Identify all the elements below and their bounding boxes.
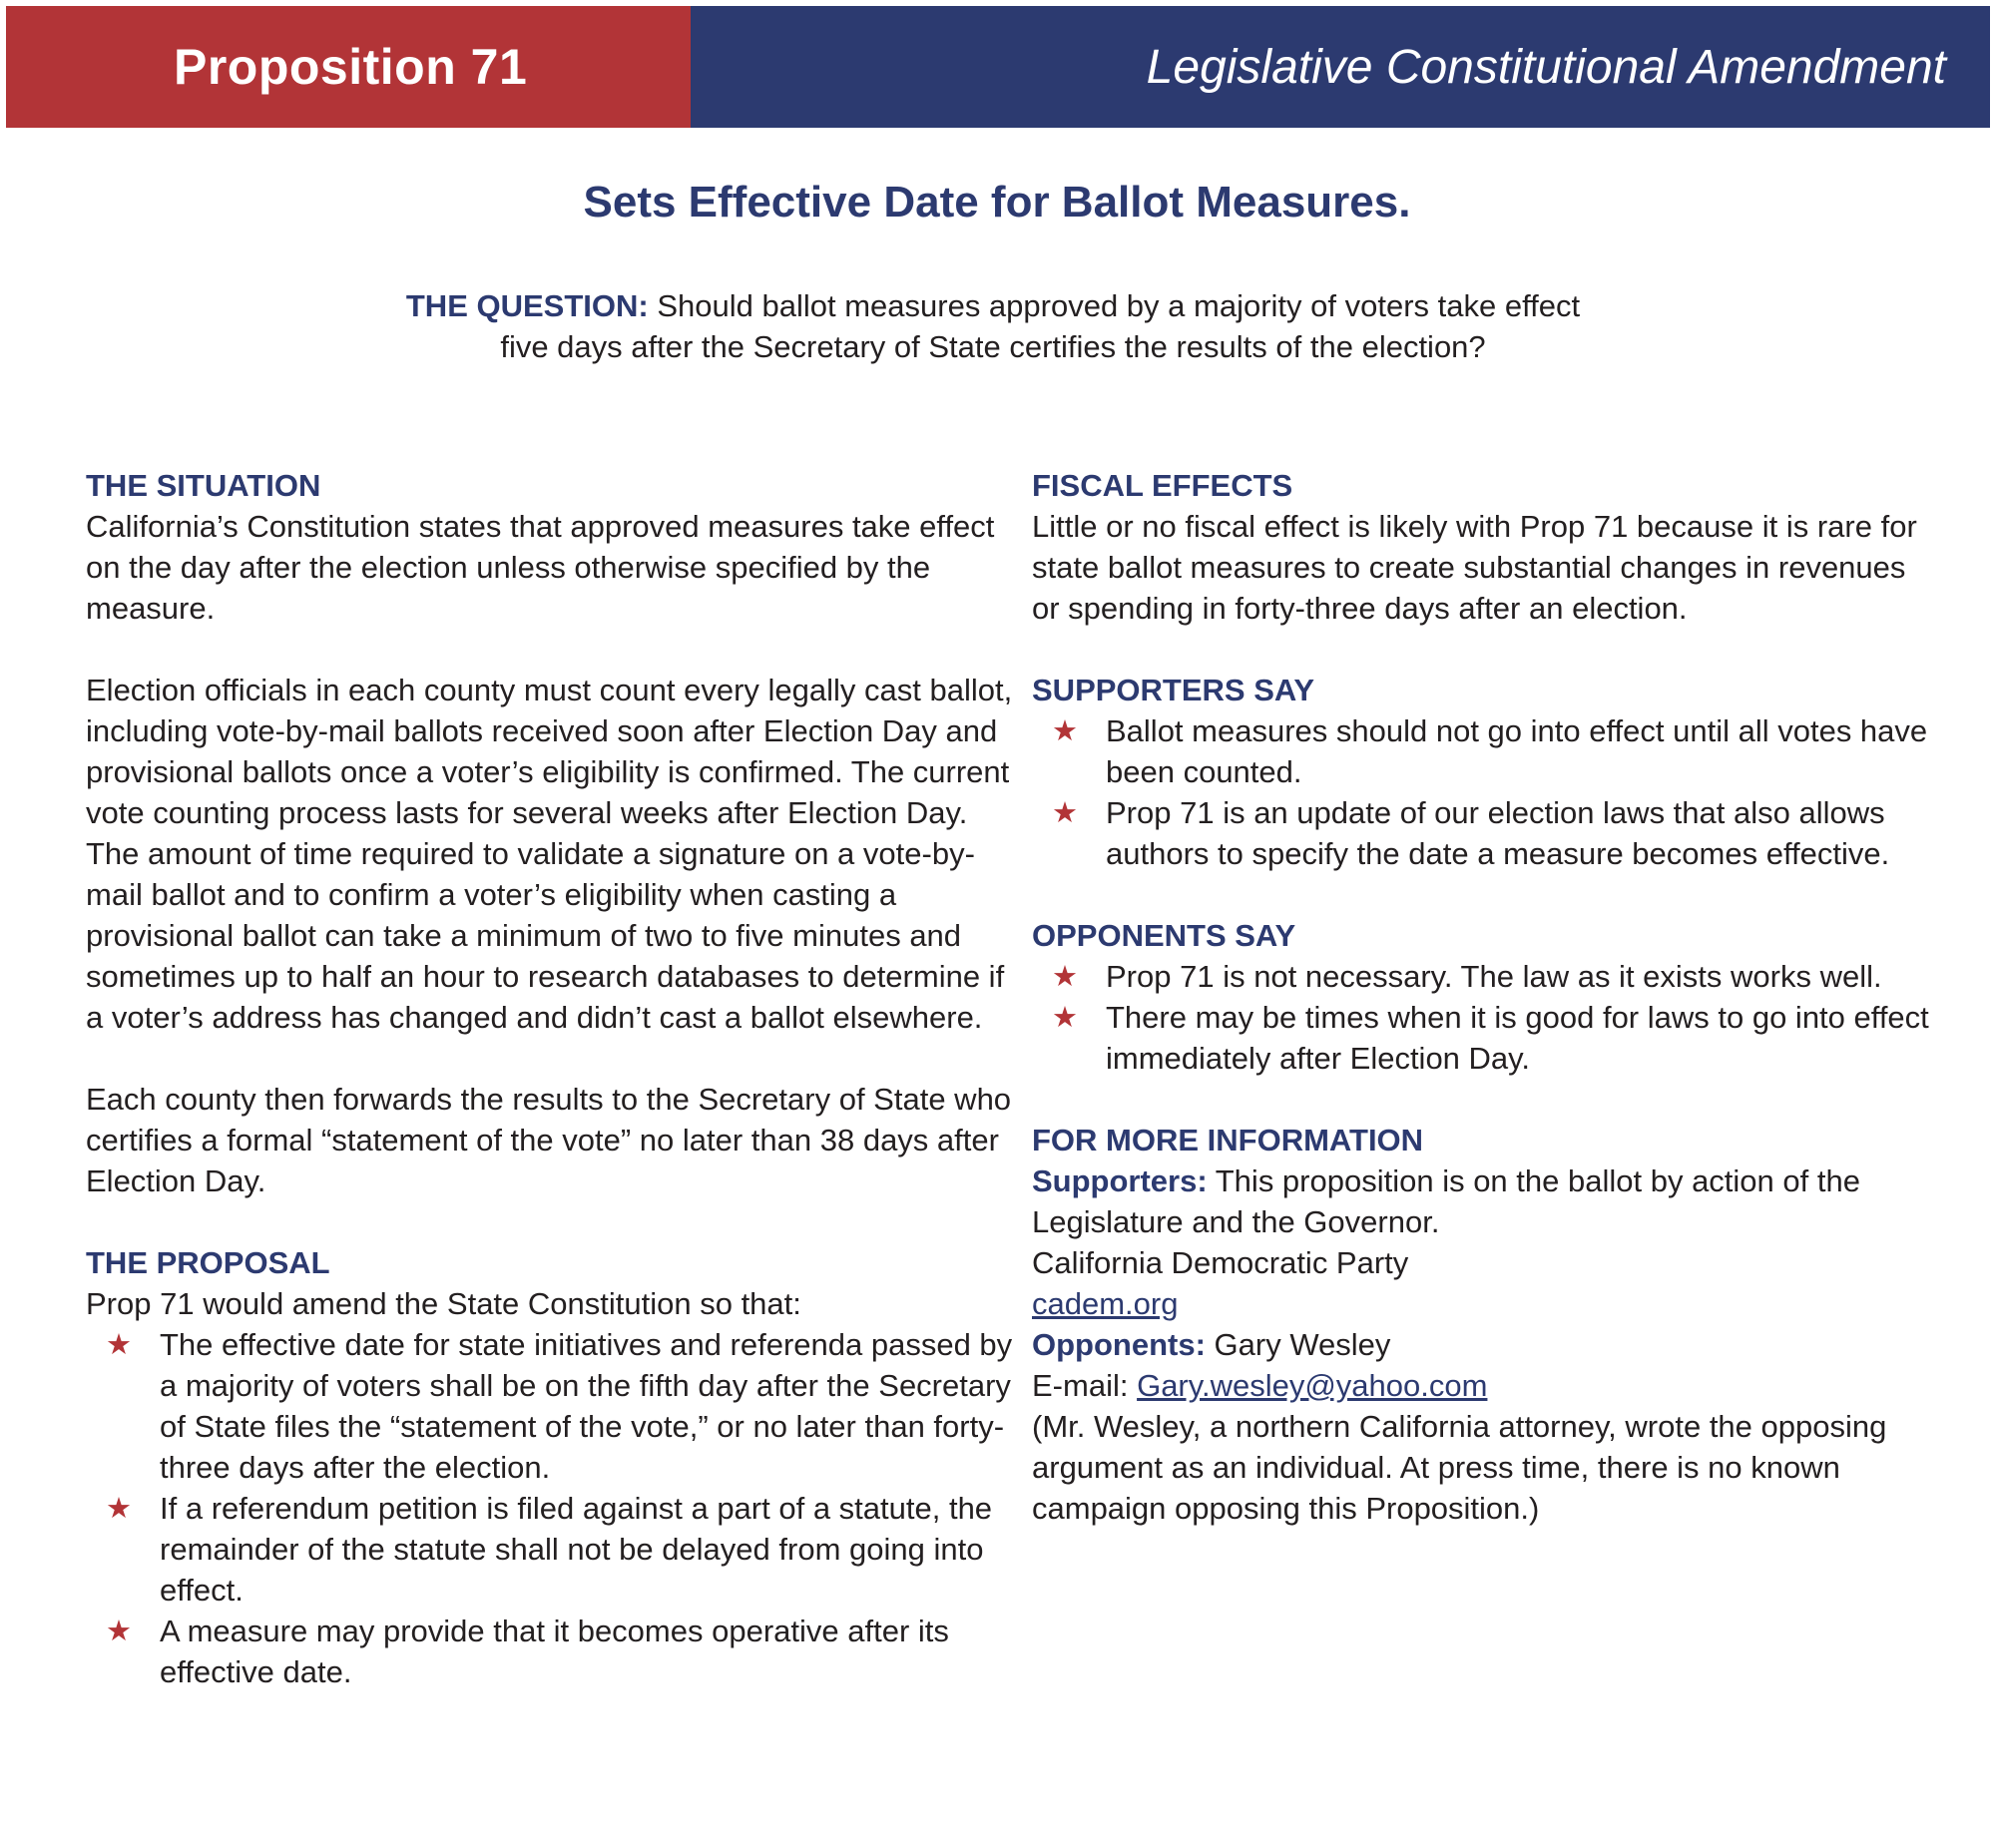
right-column: [1032, 465, 1930, 1529]
star-icon: ★: [106, 1491, 132, 1525]
opponents-bullet-1: Prop 71 is not necessary. The law as it exists works well.: [1106, 959, 1882, 994]
proposal-section: [86, 1242, 1014, 1692]
opponents-label: Opponents:: [1032, 1327, 1206, 1362]
proposal-bullet-3: A measure may provide that it becomes operative after its effective date.: [160, 1614, 949, 1689]
question-line-1: [259, 285, 1727, 326]
question-text-2: five days after the Secretary of State certifies the results of the election?: [500, 329, 1486, 364]
opponents-list: [1032, 956, 1930, 1079]
more-info-section: [1032, 1120, 1930, 1529]
question-label: THE QUESTION:: [405, 288, 649, 323]
proposal-list: [86, 1324, 1014, 1692]
situation-paragraph-2: Election officials in each county must count every legally cast ballot, including vote-by-mail ballots received soon after Election Day and provisional ballots once a voter’s eligibility is confirmed. The current vote counting process lasts for several weeks after Election Day. The amount of time required to validate a signature on a vote-by-mail ballot and to confirm a voter’s eligibility when casting a provisional ballot can take a minimum of two to five minutes and sometimes up to half an hour to research databases to determine if a voter’s address has changed and didn’t cast a ballot elsewhere.: [86, 673, 1013, 1035]
star-icon: ★: [1052, 795, 1078, 829]
star-icon: ★: [1052, 713, 1078, 747]
the-question: [259, 285, 1727, 367]
supporters-bullet-2: Prop 71 is an update of our election laws that also allows authors to specify the date a measure becomes effective.: [1106, 795, 1890, 871]
more-info-heading: FOR MORE INFORMATION: [1032, 1123, 1424, 1157]
supporter-org: California Democratic Party: [1032, 1245, 1409, 1280]
cadem-link[interactable]: cadem.org: [1032, 1286, 1179, 1321]
opponent-note: (Mr. Wesley, a northern California attorney, wrote the opposing argument as an individual. At press time, there is no known campaign opposing this Proposition.): [1032, 1409, 1887, 1526]
star-icon: ★: [1052, 1000, 1078, 1034]
opponents-name: Gary Wesley: [1214, 1327, 1391, 1362]
opponents-info: [1032, 1324, 1930, 1365]
proposal-intro: Prop 71 would amend the State Constitution so that:: [86, 1286, 801, 1321]
email-label: E-mail:: [1032, 1368, 1129, 1403]
list-item: [1052, 792, 1930, 874]
star-icon: ★: [1052, 959, 1078, 993]
supporters-say-section: [1032, 670, 1930, 874]
list-item: [106, 1611, 1014, 1692]
proposition-number-panel: [6, 6, 691, 128]
supporters-label: Supporters:: [1032, 1163, 1208, 1198]
opponents-say-section: [1032, 915, 1930, 1079]
measure-type: Legislative Constitutional Amendment: [1146, 40, 1946, 94]
proposal-bullet-2: If a referendum petition is filed against a part of a statute, the remainder of the statute shall not be delayed from going into effect.: [160, 1491, 993, 1608]
situation-paragraph-3: Each county then forwards the results to the Secretary of State who certifies a formal “statement of the vote” no later than 38 days after Election Day.: [86, 1082, 1012, 1198]
proposal-bullet-1: The effective date for state initiatives and referenda passed by a majority of voters shall be on the fifth day after the Secretary of State files the “statement of the vote,” or no later than forty-three days after the election.: [160, 1327, 1013, 1485]
situation-heading: THE SITUATION: [86, 468, 321, 503]
star-icon: ★: [106, 1327, 132, 1361]
supporters-info: [1032, 1160, 1930, 1242]
supporters-list: [1032, 710, 1930, 874]
measure-type-panel: [691, 6, 1990, 128]
fiscal-section: [1032, 465, 1930, 629]
supporters-say-heading: SUPPORTERS SAY: [1032, 673, 1315, 707]
supporters-info-text: This proposition is on the ballot by action of the Legislature and the Governor.: [1032, 1163, 1860, 1239]
list-item: [106, 1488, 1014, 1611]
question-text-1: Should ballot measures approved by a majority of voters take effect: [657, 288, 1581, 323]
situation-paragraph-1: California’s Constitution states that approved measures take effect on the day after the election unless otherwise specified by the measure.: [86, 509, 995, 626]
supporter-link-line: [1032, 1283, 1930, 1324]
header-banner: [6, 6, 1990, 128]
situation-section: [86, 465, 1014, 1201]
star-icon: ★: [106, 1614, 132, 1647]
supporters-bullet-1: Ballot measures should not go into effect until all votes have been counted.: [1106, 713, 1928, 789]
proposition-number: Proposition 71: [174, 39, 528, 95]
fiscal-text: Little or no fiscal effect is likely with Prop 71 because it is rare for state ballot measures to create substantial changes in revenues or spending in forty-three days after an election.: [1032, 509, 1917, 626]
page-title: Sets Effective Date for Ballot Measures.: [583, 178, 1411, 227]
proposal-heading: THE PROPOSAL: [86, 1245, 330, 1280]
fiscal-heading: FISCAL EFFECTS: [1032, 468, 1293, 503]
opponents-say-heading: OPPONENTS SAY: [1032, 918, 1296, 953]
left-column: [86, 465, 1014, 1692]
email-line: [1032, 1365, 1930, 1406]
list-item: [106, 1324, 1014, 1488]
email-link[interactable]: Gary.wesley@yahoo.com: [1137, 1368, 1488, 1403]
list-item: [1052, 956, 1930, 997]
list-item: [1052, 710, 1930, 792]
list-item: [1052, 997, 1930, 1079]
opponents-bullet-2: There may be times when it is good for laws to go into effect immediately after Election Day.: [1106, 1000, 1929, 1076]
